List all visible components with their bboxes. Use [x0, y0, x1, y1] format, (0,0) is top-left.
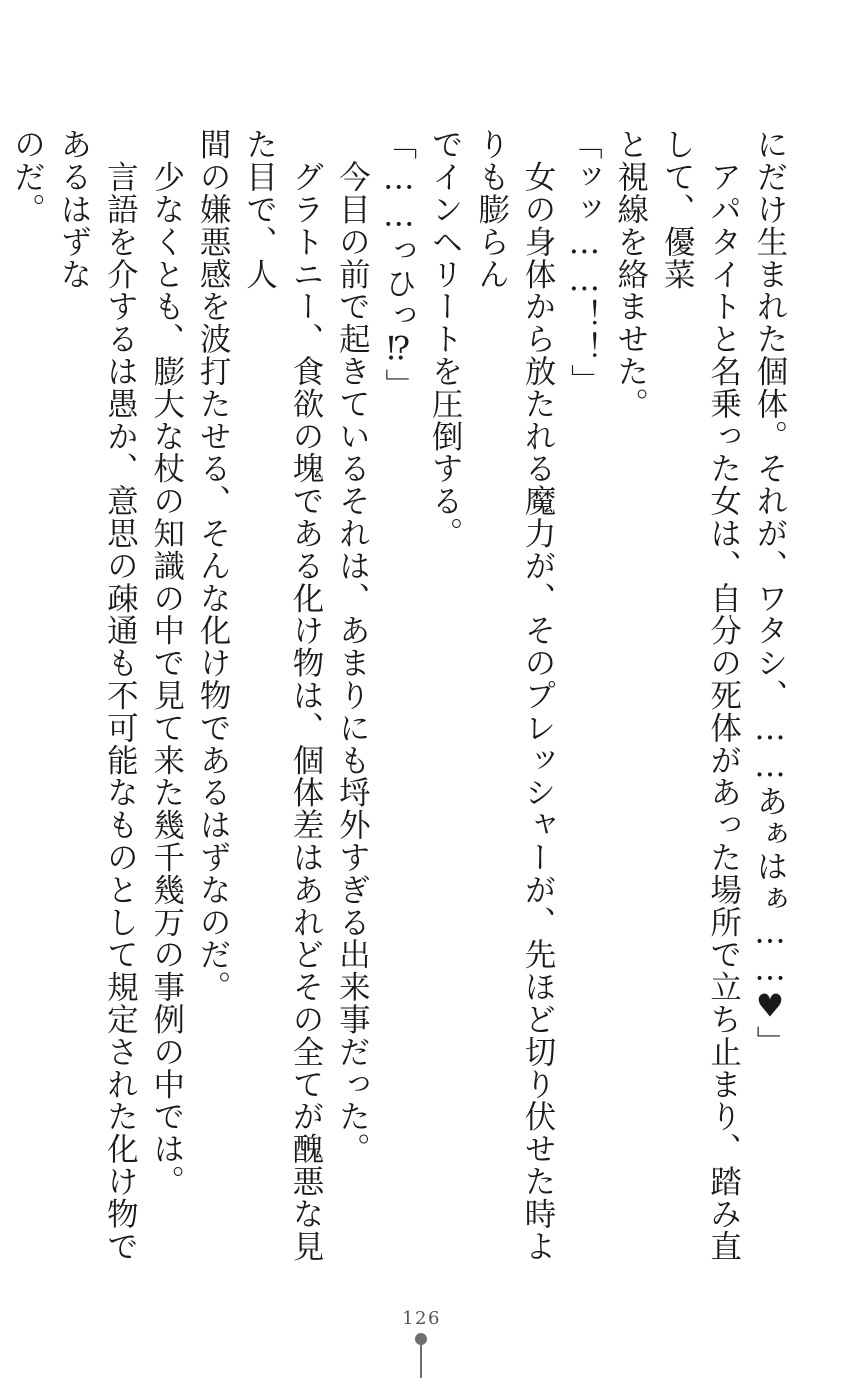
text-line: にだけ生まれた個体。それが、ワタシ、……あぁはぁ……♥」 [752, 128, 788, 1058]
page-number: 126 [402, 1308, 441, 1329]
text-line: 「……っひっ⁉」 [380, 128, 417, 401]
text-line: グラトニー、食欲の塊である化け物は、個体差はあれどその全てが醜悪な見た目で、人 [241, 128, 324, 1262]
text-line: 今目の前で起きているそれは、あまりにも埒外すぎる出来事だった。 [334, 128, 371, 1165]
text-line: でインヘリートを圧倒する。 [427, 128, 464, 550]
page-marker-line [420, 1344, 422, 1378]
text-line: 少なくとも、膨大な杖の知識の中で見て来た幾千幾万の事例の中では。 [148, 128, 185, 1198]
text-line: 間の嫌悪感を波打たせる、そんな化け物であるはずなのだ。 [195, 128, 232, 1003]
text-line: 女の身体から放たれる魔力が、そのプレッシャーが、先ほど切り伏せた時よりも膨らん [473, 128, 556, 1262]
text-line: アパタイトと名乗った女は、自分の死体があった場所で立ち止まり、踏み直して、優菜 [659, 128, 742, 1262]
text-line: 言語を介するは愚か、意思の疎通も不可能なものとして規定された化け物であるはずな [55, 128, 139, 1262]
text-line [0, 128, 4, 1278]
body-text [0, 128, 793, 1278]
text-line: のだ。 [9, 128, 46, 226]
text-line: 「ッッ……！！」 [566, 128, 603, 397]
text-line: と視線を絡ませた。 [612, 128, 649, 420]
